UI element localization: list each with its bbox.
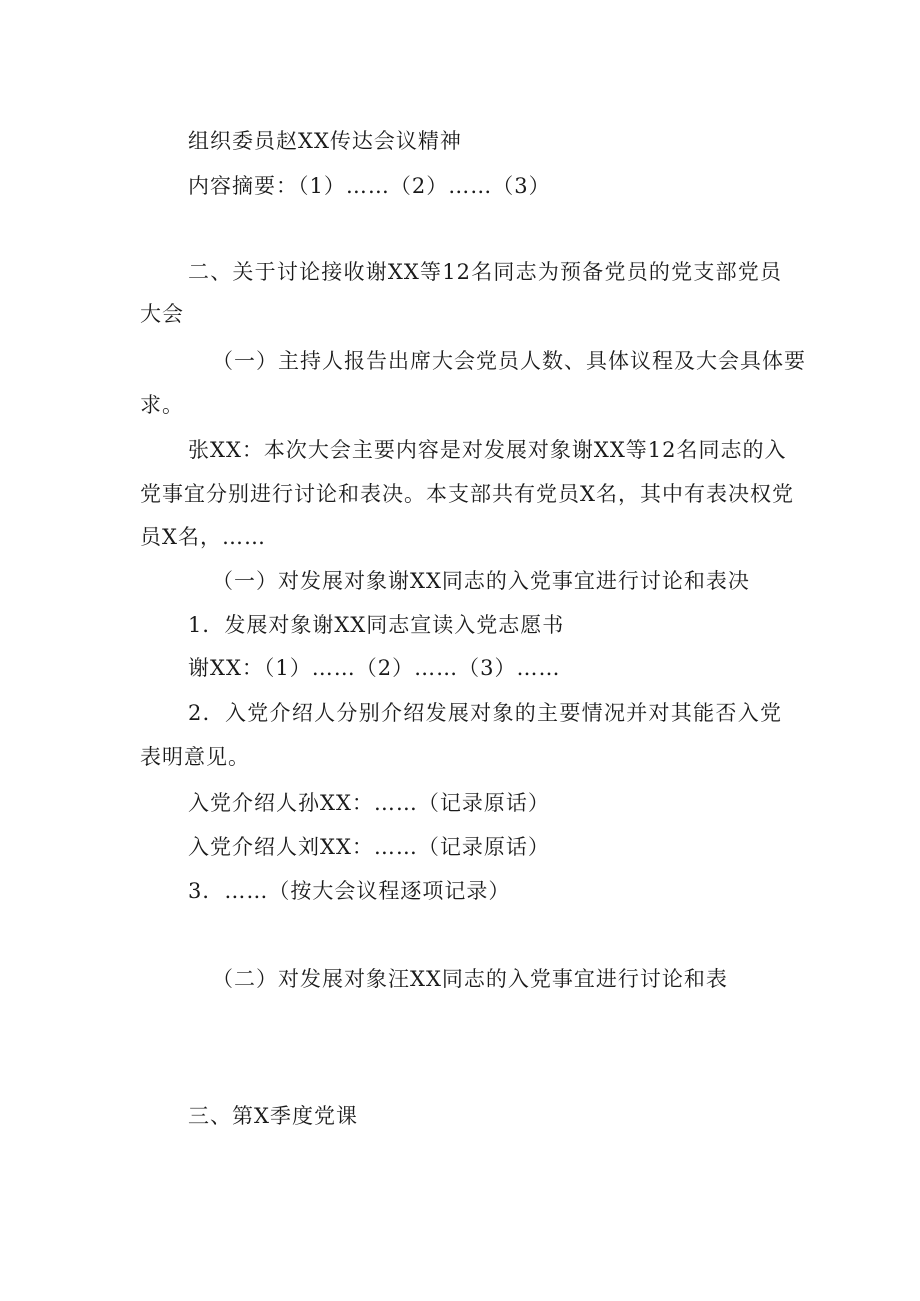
section-heading: 二、关于讨论接收谢XX等12名同志为预备党员的党支部党员 xyxy=(188,260,782,284)
subsection-heading: （一）对发展对象谢XX同志的入党事宜进行讨论和表决 xyxy=(212,569,750,593)
paragraph-line: （一）主持人报告出席大会党员人数、具体议程及大会具体要 xyxy=(212,349,806,373)
list-item: 2．入党介绍人分别介绍发展对象的主要情况并对其能否入党 xyxy=(188,701,782,725)
paragraph-line: 谢XX：（1）……（2）……（3）…… xyxy=(188,656,561,680)
paragraph-line: 入党介绍人孙XX：……（记录原话） xyxy=(188,791,550,815)
paragraph-line: 内容摘要：（1）……（2）……（3） xyxy=(188,174,551,198)
paragraph-line: 张XX：本次大会主要内容是对发展对象谢XX等12名同志的入 xyxy=(188,438,787,462)
section-heading-continued: 大会 xyxy=(140,302,184,326)
list-item: 1．发展对象谢XX同志宣读入党志愿书 xyxy=(188,613,565,637)
list-item-continued: 表明意见。 xyxy=(140,745,250,769)
paragraph-line: 求。 xyxy=(140,393,184,417)
subsection-heading: （二）对发展对象汪XX同志的入党事宜进行讨论和表 xyxy=(212,967,728,991)
paragraph-line: 入党介绍人刘XX：……（记录原话） xyxy=(188,835,550,859)
section-heading: 三、第X季度党课 xyxy=(188,1104,358,1128)
list-item: 3．……（按大会议程逐项记录） xyxy=(188,879,511,903)
paragraph-line: 组织委员赵XX传达会议精神 xyxy=(188,129,462,153)
paragraph-line: 党事宜分别进行讨论和表决。本支部共有党员X名，其中有表决权党 xyxy=(140,482,794,506)
paragraph-line: 员X名，…… xyxy=(140,525,266,549)
